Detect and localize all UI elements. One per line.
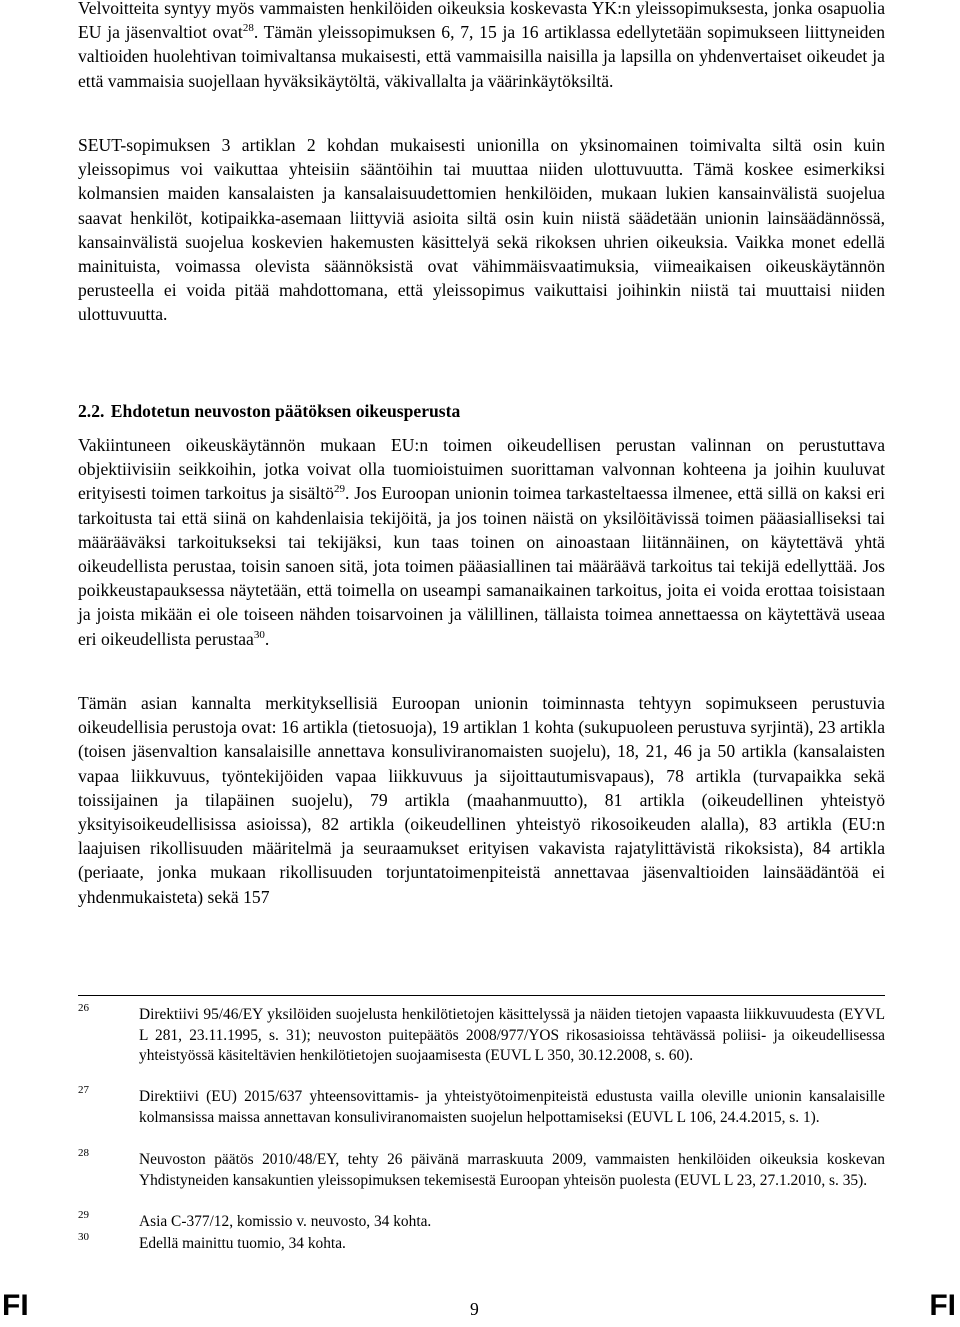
footnote-30 [78,1231,885,1255]
footnote-text: Direktiivi (EU) 2015/637 yhteensovittamis- ja yhteistyötoimenpiteistä edustusta vailla oleville unionin kansalaisille kolmansissa maissa annettavan konsuliviranomaisten suojelun helpottamiseksi (EUVL L 106, 24.4.2015, s. 1). [139,1088,885,1126]
footnote-number: 30 [78,1231,89,1243]
footnote-ref-30[interactable]: 30 [253,628,265,641]
paragraph-text: . Jos Euroopan unionin toimea tarkasteltaessa ilmenee, että sillä on kaksi eri tarkoitusta tai että siinä on kahdenlaisia tekijöitä, ja jos toinen näistä on yksilöitävissä toimen pääasialliseksi tai määrääväksi tarkoitukseksi tai tekijäksi, kun taas toinen on ainoastaan liitännäinen, on käytettävä yhtä oikeudellista perustaa, toisin sanoen sitä, jota toimen pääasiallinen tai määräävä tarkoitus tai tekijä edellyttää. Jos poikkeustapauksessa näytetään, että toimella on useampi samanaikainen tarkoitus, joita ei voida erottaa toisistaan ja joista mikään ei ole toiseen nähden toisarvoinen ja välillinen, tällaista toimea annettaessa on käytettävä useaa eri oikeudellista perustaa [78,483,885,649]
footnote-26 [78,1002,885,1067]
footnote-text: Neuvoston päätös 2010/48/EY, tehty 26 päivänä marraskuuta 2009, vammaisten henkilöiden oikeuksia koskevan Yhdistyneiden kansakuntien yleissopimuksen tekemisestä Euroopan yhteisön puolesta (EUVL L 23, 27.1.2010, s. 35). [139,1151,885,1189]
page-footer [0,1290,960,1327]
language-code-right: FI [929,1289,956,1322]
language-code-left: FI [2,1289,29,1322]
footnote-number: 28 [78,1147,89,1159]
paragraph-text: . [264,628,270,649]
footnote-ref-28[interactable]: 28 [242,22,254,35]
paragraph-text: Tämän asian kannalta merkityksellisiä Euroopan unionin toiminnasta tehtyyn sopimukseen perustuvia oikeudellisia perustoja ovat: 16 artikla (tietosuoja), 19 artiklan 1 kohta (sukupuoleen perustuva syrjintä), 23 artikla (toisen jäsenvaltion kansalaisille annettava konsuliviranomaisten suojelu), 18, 21, 46 ja 50 artikla (kansalaisten vapaa liikkuvuus, työntekijöiden vapaa liikkuvuus ja sijoittautumisvapaus), 78 artikla (turvapaikka sekä toissijainen ja tilapäinen suojelu), 79 artikla (maahanmuutto), 81 artikla (oikeudellinen yhteistyö yksityisoikeudellisissa asioissa), 82 artikla (oikeudellinen yhteistyö rikosoikeuden alalla), 83 artikla (EU:n laajuisen rikollisuuden määritelmä ja seuraamukset erityisen vakavista rajatylittävistä rikoksista), 84 artikla (periaate, jonka mukaan rikollisuuden torjuntatoimenpiteistä annettavaa jäsenvaltioiden lainsäädäntöä ei yhdenmukaisteta) sekä 157 [78,693,885,907]
footnote-ref-29[interactable]: 29 [333,483,345,496]
paragraph-relevant-legal-bases [78,691,885,909]
footnote-29 [78,1209,885,1233]
footnote-number: 26 [78,1002,89,1014]
paragraph-text: Vakiintuneen oikeuskäytännön mukaan EU:n toimen oikeudellisen perustan valinnan on perustuttava objektiivisiin seikkoihin, jotka voivat olla tuomioistuimen suorittaman valvonnan kohteena ja joihin kuuluvat erityisesti toimen tarkoitus ja sisältö [78,435,885,504]
page-number: 9 [470,1299,479,1319]
footnote-number: 27 [78,1084,89,1096]
paragraph-legal-basis-case-law [78,433,885,651]
footnote-text: Asia C-377/12, komissio v. neuvosto, 34 kohta. [139,1213,432,1230]
footnote-27 [78,1084,885,1128]
paragraph-text: Velvoitteita syntyy myös vammaisten henkilöiden oikeuksia koskevasta YK:n yleissopimuksesta, jonka osapuolia EU ja jäsenvaltiot ovat [78,0,885,43]
paragraph-text: SEUT-sopimuksen 3 artiklan 2 kohdan mukaisesti unionilla on yksinomainen toimivalta siltä osin kuin yleissopimus voi vaikuttaa yhteisiin sääntöihin tai muuttaa niiden ulottuvuutta. Tämä koskee esimerkiksi kolmansien maiden kansalaisten ja kansalaisuudettomien henkilöiden, mukaan lukien kansainvälistä suojelua saavat henkilöt, kotipaikka-asemaan liittyviä asioita siltä osin kuin niistä säädetään unionin lainsäädännössä, kansainvälistä suojelua koskevien hakemusten käsittelyä sekä rikoksen uhrien oikeuksia. Vaikka monet edellä mainituista, voimassa olevista säännöksistä ovat vähimmäisvaatimuksia, viimeaikaisen oikeuskäytännön perusteella ei voida pitää mahdottomana, että yleissopimus vaikuttaisi joihinkin niistä tai muuttaisi niiden ulottuvuutta. [78,135,885,325]
section-title: Ehdotetun neuvoston päätöksen oikeusperusta [110,401,461,421]
footnote-28 [78,1147,885,1191]
paragraph-exclusive-competence [78,133,885,327]
footnote-number: 29 [78,1209,89,1221]
paragraph-disability-convention [78,0,885,93]
section-heading [78,399,460,423]
paragraph-text: . Tämän yleissopimuksen 6, 7, 15 ja 16 artiklassa edellytetään sopimukseen liittyneiden valtioiden huolehtivan toimivaltansa mukaisesti, että vammaisilla naisilla ja lapsilla on yhdenvertaiset oikeudet ja että vammaisia suojellaan hyväksikäytöltä, väkivallalta ja väärinkäytöksiltä. [78,22,885,91]
footnote-separator [78,995,885,996]
footnote-text: Direktiivi 95/46/EY yksilöiden suojelusta henkilötietojen käsittelyssä ja näiden tietojen vapaasta liikkuvuudesta (EYVL L 281, 23.11.1995, s. 31); neuvoston puitepäätös 2008/977/YOS rikosasioissa tehtävässä poliisi- ja oikeudellisessa yhteistyössä käsiteltävien henkilötietojen suojaamisesta (EUVL L 350, 30.12.2008, s. 60). [139,1006,885,1064]
footnote-text: Edellä mainittu tuomio, 34 kohta. [139,1235,346,1252]
section-number: 2.2. [78,401,105,421]
